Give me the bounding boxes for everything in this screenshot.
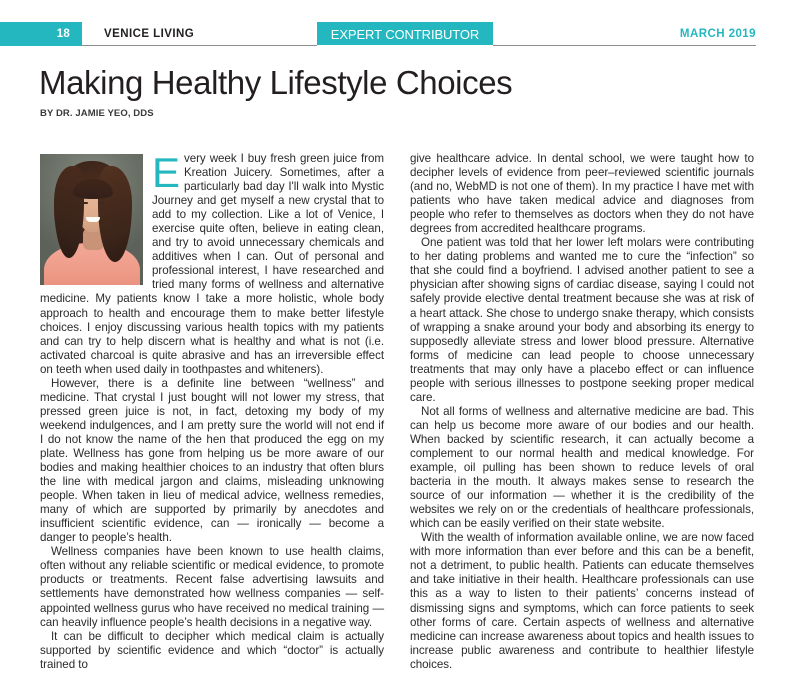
paragraph-text: However, there is a definite line between “wellness” and medicine. That crystal I just bought will not lower my stress, that pressed green juice is not, in fact, detoxing my body of my weekend indulgences, and I am pretty sure the world will not end if I do not know the name of the hen that produced the egg on my plate. Wellness has gone from helping us be more aware of our bodies and making healthier choices to an industry that often blurs the line with medical jargon and claims, misleading unknowing people. When taken in lieu of medical advice, wellness remedies, many of which are supported by primarily by anecdotes and insufficient scientific evidence, can — ironically — become a danger to people’s health. [40, 376, 384, 545]
paragraph [410, 236, 754, 405]
paragraph [410, 152, 754, 236]
portrait-fringe [73, 179, 113, 199]
header-divider-gap [317, 45, 493, 46]
running-header [0, 22, 794, 46]
paragraph [410, 531, 754, 671]
section-name: VENICE LIVING [104, 28, 195, 40]
paragraph-text: Wellness companies have been known to use health claims, often without any reliable scientific or medical evidence, to promote products or treatments. Recent false advertising lawsuits and settlements have demonstrated how wellness companies — self-appointed wellness gurus who have received no medical training — can heavily influence people’s health decisions in a negative way. [40, 545, 384, 629]
page-number-block: 18 [0, 22, 82, 46]
paragraph-text: very week I buy fresh green juice from Kreation Juicery. Sometimes, after a particularly bad day I'll walk into Mystic Journey and get myself a new crystal that to add to my collection. Like a lot of Venice, I exercise quite often, believe in eating clean, and try to avoid unnecessary chemicals and additives when I can. Out of personal and professional interest, I have researched and tried many forms of wellness and alternative medicine. My patients know I take a more holistic, whole body approach to health and encourage them to make better lifestyle choices. I enjoy discussing various health topics with my patients and can try to help discern what is healthy and what is not (i.e. activated charcoal is quite abrasive and has an irreversible effect on teeth when used daily in toothpastes and whiteners). [40, 152, 384, 376]
byline: BY DR. JAMIE YEO, DDS [40, 108, 154, 119]
paragraph-text: With the wealth of information available online, we are now faced with more information than ever before and this can be a benefit, not a detriment, to public health. Patients can educate themselves and take initiative in their health. Healthcare professionals can use this as a way to listen to their patients’ concerns instead of dismissing signs and symptoms, which can force patients to seek other forms of care. Certain aspects of wellness and alternative medicine can increase awareness about topics and health issues to increase public awareness and contribute to healthier lifestyle choices. [410, 531, 754, 671]
paragraph [410, 405, 754, 531]
paragraph-text: It can be difficult to decipher which medical claim is actually supported by scientific evidence and which “doctor” is actually trained to [40, 629, 384, 671]
paragraph-text: One patient was told that her lower left molars were contributing to her dating problems and wanted me to cure the “infection” so that she could find a boyfriend. I advised another patient to see a physician after showing signs of cardiac disease, saying I could not safely provide elective dental treatment because she was at risk of a heart attack. She chose to undergo snake therapy, which consists of wrapping a snake around your body and absorbing its energy to supposedly alleviate stress and lower blood pressure. Alternative forms of medicine can lead people to choose unnecessary treatments that may only have a placebo effect or can influence people with serious illnesses to postpone seeking proper medical care. [410, 236, 754, 404]
article-column-right [410, 152, 754, 672]
paragraph [40, 377, 384, 546]
paragraph [40, 630, 384, 672]
drop-cap: E [152, 149, 180, 196]
portrait-smile [86, 217, 100, 222]
article-column-left [40, 149, 384, 672]
paragraph-text: give healthcare advice. In dental school, we were taught how to decipher levels of evidence from peer–reviewed scientific journals (and no, WebMD is not one of them). In my practice I have met with patients who have taken medical advice and diagnoses from people who refer to themselves as doctors when they do not have degrees from accredited healthcare programs. [410, 152, 754, 236]
page-title: Making Healthy Lifestyle Choices [39, 64, 513, 101]
expert-contributor-badge: EXPERT CONTRIBUTOR [317, 22, 493, 46]
paragraph [40, 545, 384, 629]
paragraph-text: Not all forms of wellness and alternative medicine are bad. This can help us become more aware of our bodies and our health. When backed by scientific research, it can actually become a complement to our normal health and medical knowledge. For example, oil pulling has been shown to reduce levels of oral bacteria in the mouth. It always makes sense to research the source of our information — whether it is the credibility of the websites we rely on or the credentials of healthcare professionals, which can be easily verified on their state website. [410, 404, 754, 531]
issue-date: MARCH 2019 [679, 28, 756, 40]
author-portrait-photo [40, 154, 143, 285]
